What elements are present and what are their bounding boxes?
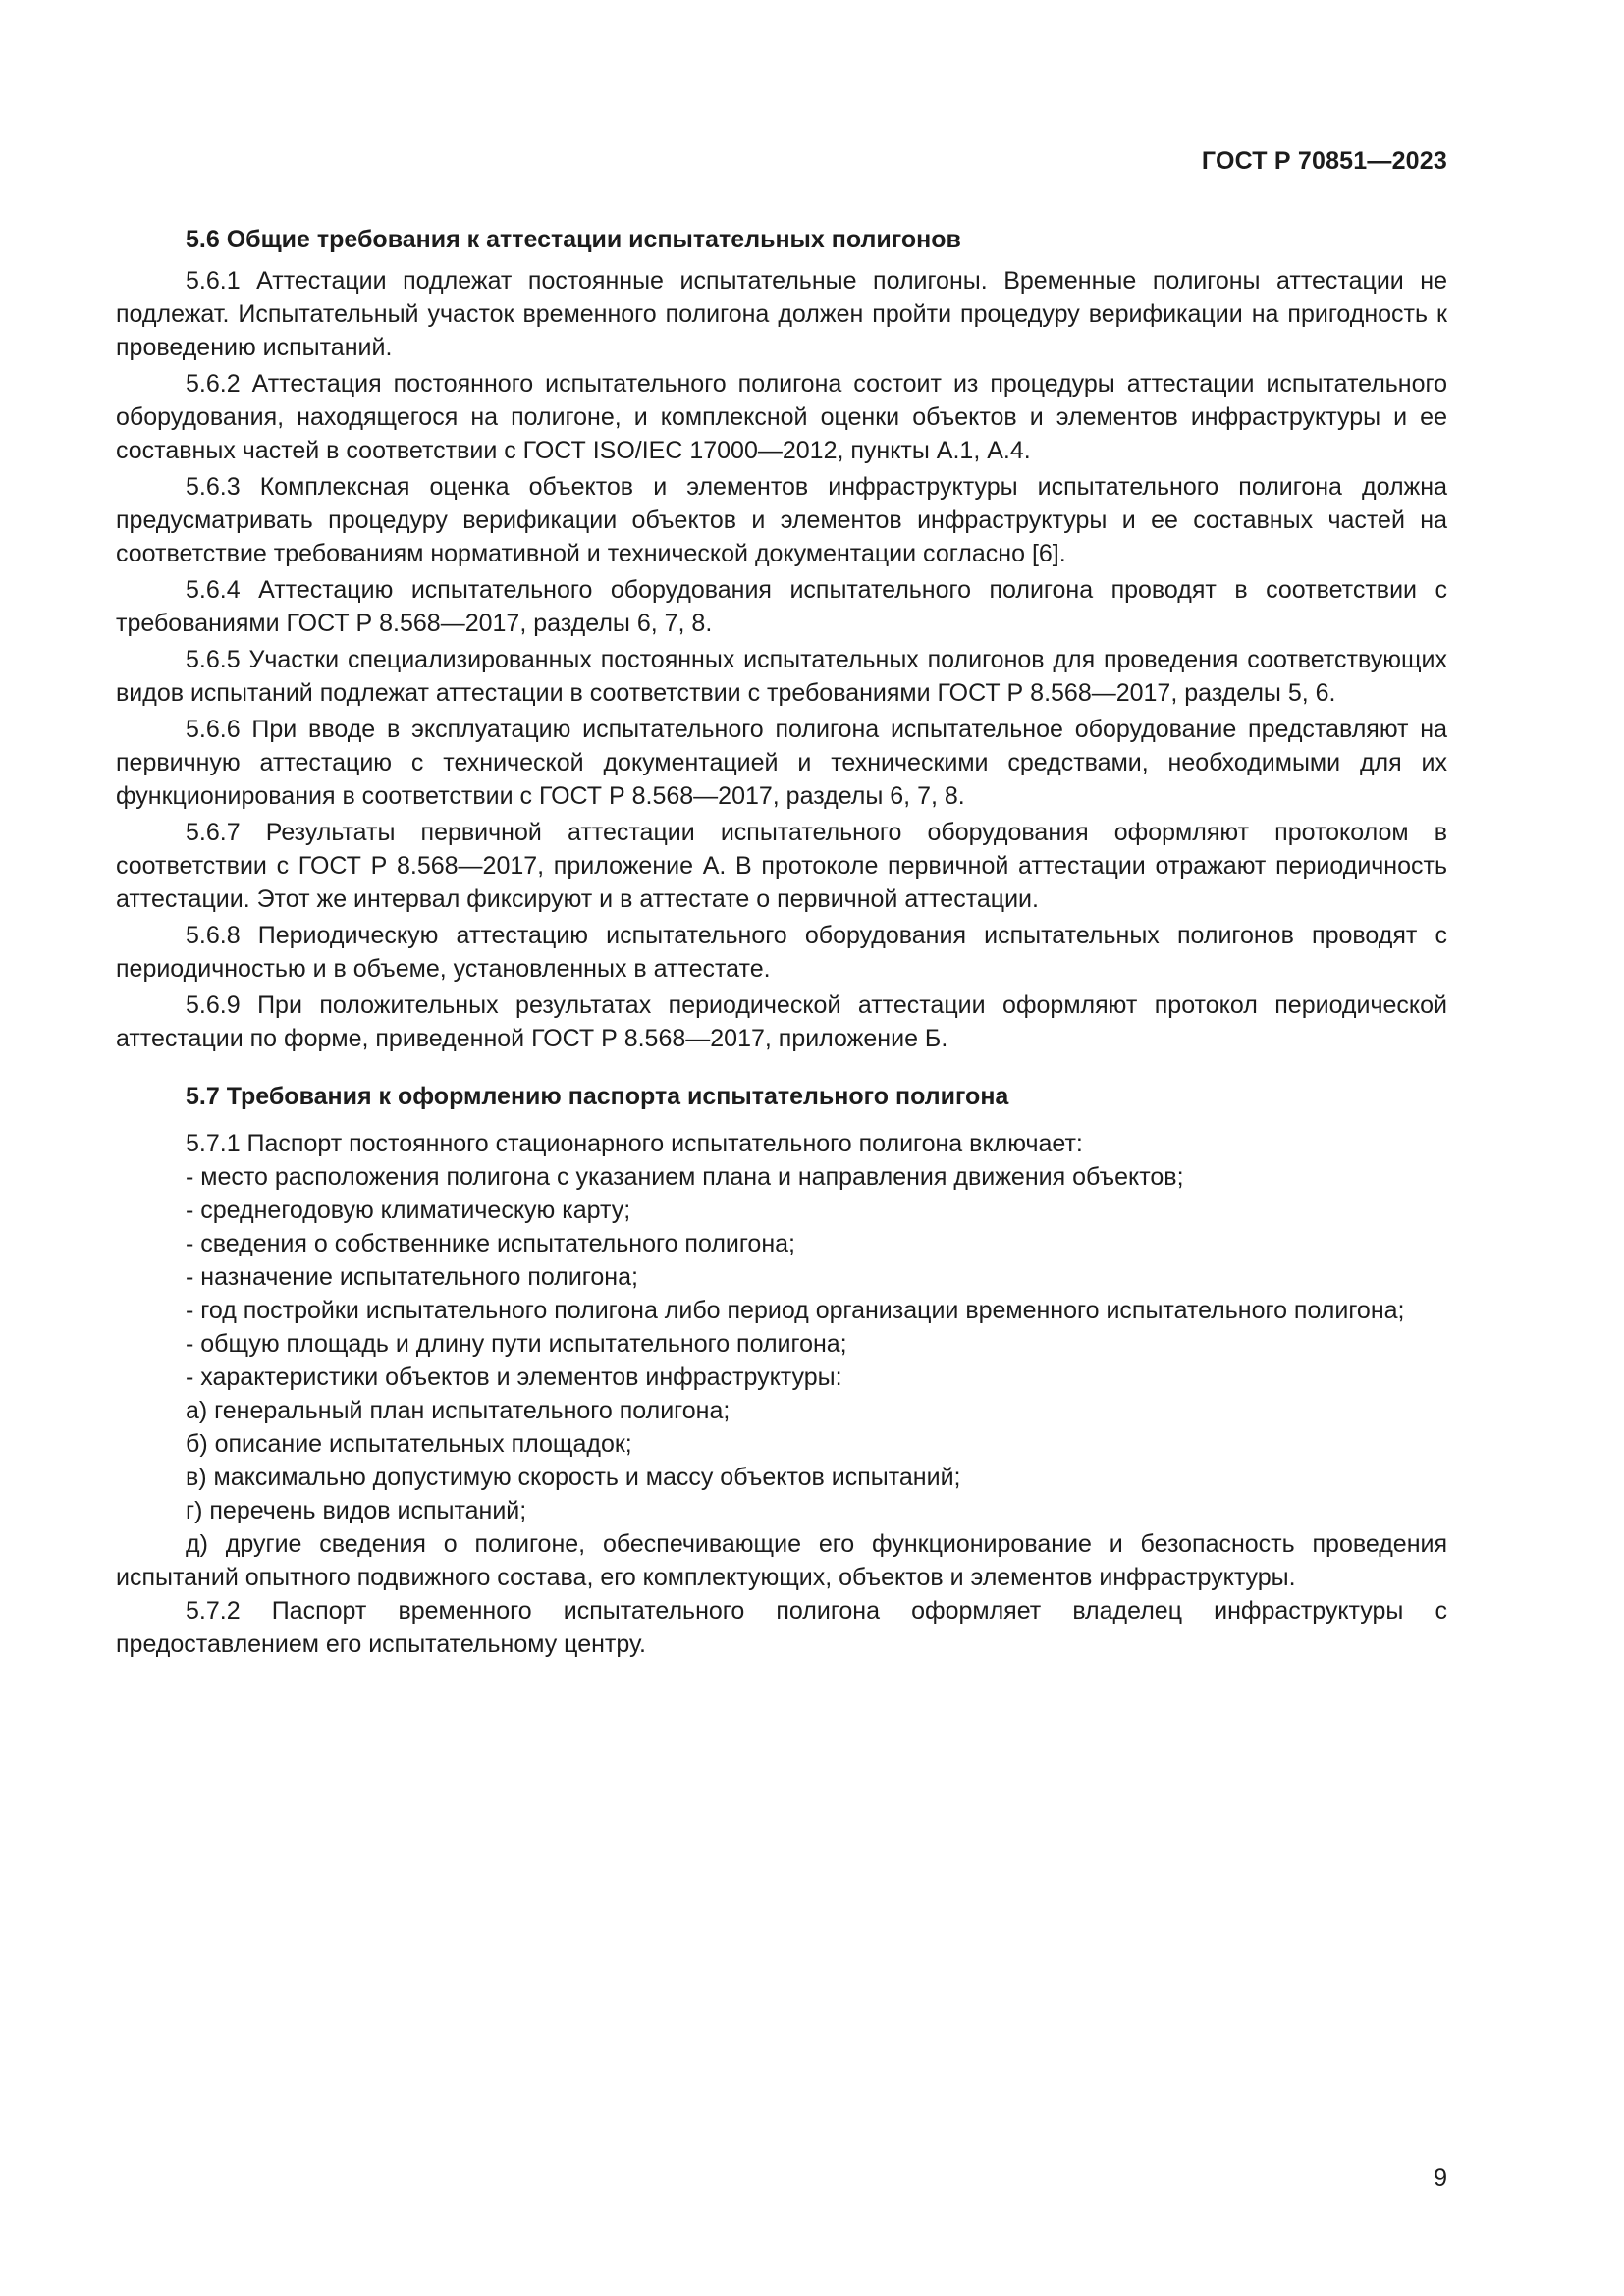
paragraph-5-6-7: 5.6.7 Результаты первичной аттестации испытательного оборудования оформляют протоколом в соответствии с ГОСТ Р 8.568—2017, приложение А. В протоколе первичной аттестации отражают периодичность аттестации. Этот же интервал фиксируют и в аттестате о первичной аттестации. <box>116 819 1447 913</box>
paragraph-5-6-2: 5.6.2 Аттестация постоянного испытательного полигона состоит из процедуры аттестации испытательного оборудования, находящегося на полигоне, и комплексной оценки объектов и элементов инфраструктуры и ее составных частей в соответствии с ГОСТ ISO/IEC 17000—2012, пункты А.1, А.4. <box>116 370 1447 464</box>
list-item: - среднегодовую климатическую карту; <box>186 1197 631 1224</box>
paragraph-5-6-4: 5.6.4 Аттестацию испытательного оборудования испытательного полигона проводят в соответствии с требованиями ГОСТ Р 8.568—2017, разделы 6, 7, 8. <box>116 576 1447 637</box>
paragraph-5-7-1: 5.7.1 Паспорт постоянного стационарного испытательного полигона включает: <box>186 1130 1083 1157</box>
list-item: а) генеральный план испытательного полигона; <box>186 1397 731 1424</box>
list-item: б) описание испытательных площадок; <box>186 1430 632 1458</box>
list-item: - сведения о собственнике испытательного полигона; <box>186 1230 795 1257</box>
document-code: ГОСТ Р 70851—2023 <box>1201 147 1447 175</box>
paragraph-5-6-1: 5.6.1 Аттестации подлежат постоянные испытательные полигоны. Временные полигоны аттестации не подлежат. Испытательный участок временного полигона должен пройти процедуру верификации на пригодность к проведению испытаний. <box>116 267 1447 361</box>
paragraph-5-6-9: 5.6.9 При положительных результатах периодической аттестации оформляют протокол периодической аттестации по форме, приведенной ГОСТ Р 8.568—2017, приложение Б. <box>116 991 1447 1052</box>
paragraph-5-6-6: 5.6.6 При вводе в эксплуатацию испытательного полигона испытательное оборудование представляют на первичную аттестацию с технической документацией и техническими средствами, необходимыми для их функционирования в соответствии с ГОСТ Р 8.568—2017, разделы 6, 7, 8. <box>116 716 1447 810</box>
list-item: в) максимально допустимую скорость и массу объектов испытаний; <box>186 1464 961 1491</box>
paragraph-5-6-3: 5.6.3 Комплексная оценка объектов и элементов инфраструктуры испытательного полигона должна предусматривать процедуру верификации объектов и элементов инфраструктуры и ее составных частей на соответствие требованиям нормативной и технической документации согласно [6]. <box>116 473 1447 567</box>
section-5-7-heading: 5.7 Требования к оформлению паспорта испытательного полигона <box>186 1083 1009 1110</box>
page-content <box>116 223 1447 1661</box>
list-item: - назначение испытательного полигона; <box>186 1263 638 1291</box>
list-item: г) перечень видов испытаний; <box>186 1497 527 1524</box>
paragraph-5-6-5: 5.6.5 Участки специализированных постоянных испытательных полигонов для проведения соответствующих видов испытаний подлежат аттестации в соответствии с требованиями ГОСТ Р 8.568—2017, разделы 5, 6. <box>116 646 1447 707</box>
list-item: - характеристики объектов и элементов инфраструктуры: <box>186 1363 842 1391</box>
list-item: - место расположения полигона с указанием плана и направления движения объектов; <box>186 1163 1184 1191</box>
page-number: 9 <box>1434 2164 1447 2192</box>
list-item: - общую площадь и длину пути испытательного полигона; <box>186 1330 847 1358</box>
section-5-6-heading: 5.6 Общие требования к аттестации испытательных полигонов <box>186 226 961 253</box>
list-item: - год постройки испытательного полигона либо период организации временного испытательного полигона; <box>186 1297 1405 1324</box>
list-item: д) другие сведения о полигоне, обеспечивающие его функционирование и безопасность проведения испытаний опытного подвижного состава, его комплектующих, объектов и элементов инфраструктуры. <box>116 1530 1447 1591</box>
paragraph-5-7-2: 5.7.2 Паспорт временного испытательного полигона оформляет владелец инфраструктуры с предоставлением его испытательному центру. <box>116 1597 1447 1658</box>
paragraph-5-6-8: 5.6.8 Периодическую аттестацию испытательного оборудования испытательных полигонов проводят с периодичностью и в объеме, установленных в аттестате. <box>116 922 1447 983</box>
